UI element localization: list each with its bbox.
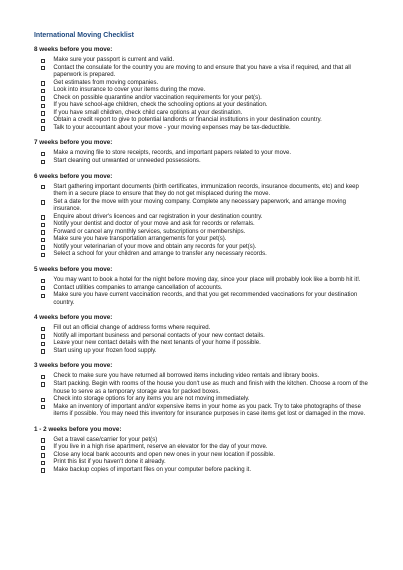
- checklist-item-text: Leave your new contact details with the next tenants of your home if possible.: [53, 340, 261, 347]
- checklist-item-text: Notify your veterinarian of your move and obtain any records for your pet(s).: [53, 243, 257, 250]
- checklist-item-text: Start packing. Begin with rooms of the house you don't use as much and finish with the kitchen. Choose a room of the house to serve as a temporary storage area for packed boxes.: [53, 380, 368, 395]
- checklist-section: [34, 314, 373, 355]
- checklist-items: [34, 150, 373, 165]
- checklist-item-text: Check on possible quarantine and/or vaccination requirements for your pet(s).: [53, 94, 262, 101]
- checklist-item-text: Make an inventory of important and/or expensive items in your home as you pack. Try to take photographs of these items if possible. You may need this inventory for insurance purposes in case items get lost or damaged in the move.: [53, 403, 366, 418]
- checklist-items: [34, 437, 373, 475]
- checklist-item: [34, 229, 373, 237]
- section-heading: 1 - 2 weeks before you move:: [34, 425, 122, 433]
- checklist-item: [34, 214, 373, 222]
- checklist-item-text: Talk to your accountant about your move - your moving expenses may be tax-deductible.: [53, 124, 291, 131]
- checklist-item: [34, 437, 373, 445]
- section-heading: 6 weeks before you move:: [34, 172, 113, 180]
- checklist-section: [34, 46, 373, 132]
- checklist-item: [34, 444, 373, 452]
- checklist-item-text: Fill out an official change of address forms where required.: [53, 325, 211, 332]
- checklist-item-text: Notify all important business and personal contacts of your new contact details.: [53, 332, 265, 339]
- checklist-item-text: Print this list if you haven't done it already.: [53, 459, 166, 466]
- checklist-section: [34, 362, 373, 418]
- checkbox-icon[interactable]: [41, 81, 45, 85]
- checklist-item-text: Make sure you have current vaccination records, and that you get recommended vaccinations for your destination country.: [53, 292, 358, 306]
- checklist-item-text: Start gathering important documents (birth certificates, immunization records, insurance documents, etc) and keep them in a secure place to ensure that they do not get misplaced during the move.: [53, 183, 359, 198]
- checkbox-icon[interactable]: [41, 461, 45, 465]
- checkbox-icon[interactable]: [41, 104, 45, 108]
- checklist-item-text: Start using up your frozen food supply.: [53, 347, 157, 354]
- checklist-item: [34, 467, 373, 475]
- checklist-item: [34, 251, 373, 259]
- checklist-item: [34, 459, 373, 467]
- checklist-item-text: Check into storage options for any items you are not moving immediately.: [53, 396, 250, 403]
- checkbox-icon[interactable]: [41, 468, 45, 472]
- checklist-items: [34, 184, 373, 259]
- checklist-item-text: Check to make sure you have returned all borrowed items including video rentals and library books.: [53, 373, 320, 380]
- checklist-item: [34, 325, 373, 333]
- checkbox-icon[interactable]: [41, 286, 45, 290]
- checklist-item-text: You may want to book a hotel for the night before moving day, since your place will probably look like a bomb hit it!.: [53, 277, 361, 284]
- checklist-item: [34, 340, 373, 348]
- section-heading: 8 weeks before you move:: [34, 46, 113, 53]
- checkbox-icon[interactable]: [41, 152, 45, 156]
- checkbox-icon[interactable]: [41, 185, 45, 189]
- checklist-items: [34, 373, 373, 418]
- checklist-item: [34, 381, 373, 396]
- checklist-item: [34, 110, 373, 118]
- checklist-item-text: If you live in a high rise apartment, reserve an elevator for the day of your move.: [53, 444, 268, 451]
- checklist-item: [34, 244, 373, 252]
- checkbox-icon[interactable]: [41, 438, 45, 442]
- checklist-item: [34, 236, 373, 244]
- checkbox-icon[interactable]: [41, 453, 45, 457]
- document-title: International Moving Checklist: [34, 32, 134, 39]
- checklist-item: [34, 221, 373, 229]
- checklist-section: [34, 139, 373, 165]
- checklist-item: [34, 292, 373, 307]
- checklist-item-text: Make a moving file to store receipts, records, and important papers related to your move.: [53, 150, 292, 157]
- checklist-sections: [34, 46, 373, 474]
- checklist-item-text: If you have school-age children, check the schooling options at your destination.: [53, 102, 268, 109]
- checkbox-icon[interactable]: [41, 382, 45, 386]
- checklist-item-text: Obtain a credit report to give to potential landlords or financial institutions in your destination country.: [53, 117, 322, 124]
- checklist-item: [34, 184, 373, 199]
- checklist-item-text: Contact the consulate for the country you are moving to and ensure that you have a visa if required, and that all paperwork is prepared.: [53, 64, 351, 79]
- checklist-item: [34, 57, 373, 65]
- checklist-items: [34, 277, 373, 307]
- checklist-item-text: Get estimates from moving companies.: [53, 79, 159, 86]
- checkbox-icon[interactable]: [41, 215, 45, 219]
- checklist-item-text: Contact utilities companies to arrange cancellation of accounts.: [53, 284, 223, 291]
- checklist-item: [34, 285, 373, 293]
- checkbox-icon[interactable]: [41, 66, 45, 70]
- checkbox-icon[interactable]: [41, 245, 45, 249]
- checklist-item-text: Close any local bank accounts and open new ones in your new location if possible.: [53, 451, 275, 458]
- checklist-item: [34, 333, 373, 341]
- checklist-item: [34, 65, 373, 80]
- checklist-item: [34, 348, 373, 356]
- checkbox-icon[interactable]: [41, 253, 45, 257]
- checklist-item-text: Select a school for your children and arrange to transfer any necessary records.: [53, 251, 267, 258]
- checklist-item-text: If you have small children, check child care options at your destination.: [53, 109, 243, 116]
- checklist-section: [34, 266, 373, 307]
- checkbox-icon[interactable]: [41, 375, 45, 379]
- checklist-item-text: Make sure your passport is current and valid.: [53, 57, 175, 63]
- checklist-item: [34, 199, 373, 214]
- checkbox-icon[interactable]: [41, 230, 45, 234]
- checkbox-icon[interactable]: [41, 126, 45, 130]
- checklist-item: [34, 150, 373, 158]
- checklist-item-text: Make backup copies of important files on your computer before packing it.: [53, 466, 252, 473]
- checklist-items: [34, 57, 373, 132]
- checklist-item-text: Forward or cancel any monthly services, subscriptions or memberships.: [53, 228, 246, 235]
- checkbox-icon[interactable]: [41, 405, 45, 409]
- checkbox-icon[interactable]: [41, 59, 45, 63]
- checkbox-icon[interactable]: [41, 349, 45, 353]
- checklist-item: [34, 80, 373, 88]
- checklist-item: [34, 87, 373, 95]
- checklist-item: [34, 102, 373, 110]
- checklist-item: [34, 404, 373, 419]
- checkbox-icon[interactable]: [41, 334, 45, 338]
- checkbox-icon[interactable]: [41, 111, 45, 115]
- checkbox-icon[interactable]: [41, 119, 45, 123]
- checklist-item: [34, 158, 373, 166]
- checkbox-icon[interactable]: [41, 327, 45, 331]
- checklist-item: [34, 452, 373, 460]
- checklist-section: [34, 173, 373, 259]
- checkbox-icon[interactable]: [41, 160, 45, 164]
- checkbox-icon[interactable]: [41, 398, 45, 402]
- checklist-item: [34, 117, 373, 125]
- checkbox-icon[interactable]: [41, 223, 45, 227]
- checklist-items: [34, 325, 373, 355]
- checklist-item: [34, 277, 373, 285]
- checklist-item-text: Set a date for the move with your moving company. Complete any necessary paperwork, and arrange moving insurance.: [53, 198, 347, 213]
- checklist-item: [34, 95, 373, 103]
- checkbox-icon[interactable]: [41, 446, 45, 450]
- checkbox-icon[interactable]: [41, 89, 45, 93]
- checkbox-icon[interactable]: [41, 342, 45, 346]
- checkbox-icon[interactable]: [41, 200, 45, 204]
- checklist-item-text: Enquire about driver's licences and car registration in your destination country.: [53, 213, 263, 220]
- checklist-item-text: Start cleaning out unwanted or unneeded possessions.: [53, 158, 201, 165]
- checklist-item-text: Notify your dentist and doctor of your move and ask for records or referrals.: [53, 221, 255, 228]
- checkbox-icon[interactable]: [41, 238, 45, 242]
- checklist-item-text: Get a travel case/carrier for your pet(s): [53, 436, 158, 443]
- checkbox-icon[interactable]: [41, 279, 45, 283]
- section-heading: 7 weeks before you move:: [34, 139, 113, 147]
- checklist-item: [34, 373, 373, 381]
- section-heading: 4 weeks before you move:: [34, 314, 113, 322]
- checklist-item-text: Look into insurance to cover your items during the move.: [53, 87, 206, 94]
- checkbox-icon[interactable]: [41, 294, 45, 298]
- checklist-item: [34, 125, 373, 133]
- checklist-item-text: Make sure you have transportation arrangements for your pet(s).: [53, 236, 227, 243]
- section-heading: 5 weeks before you move:: [34, 266, 113, 274]
- checkbox-icon[interactable]: [41, 96, 45, 100]
- section-heading: 3 weeks before you move:: [34, 362, 113, 370]
- checklist-item: [34, 396, 373, 404]
- checklist-section: [34, 426, 373, 475]
